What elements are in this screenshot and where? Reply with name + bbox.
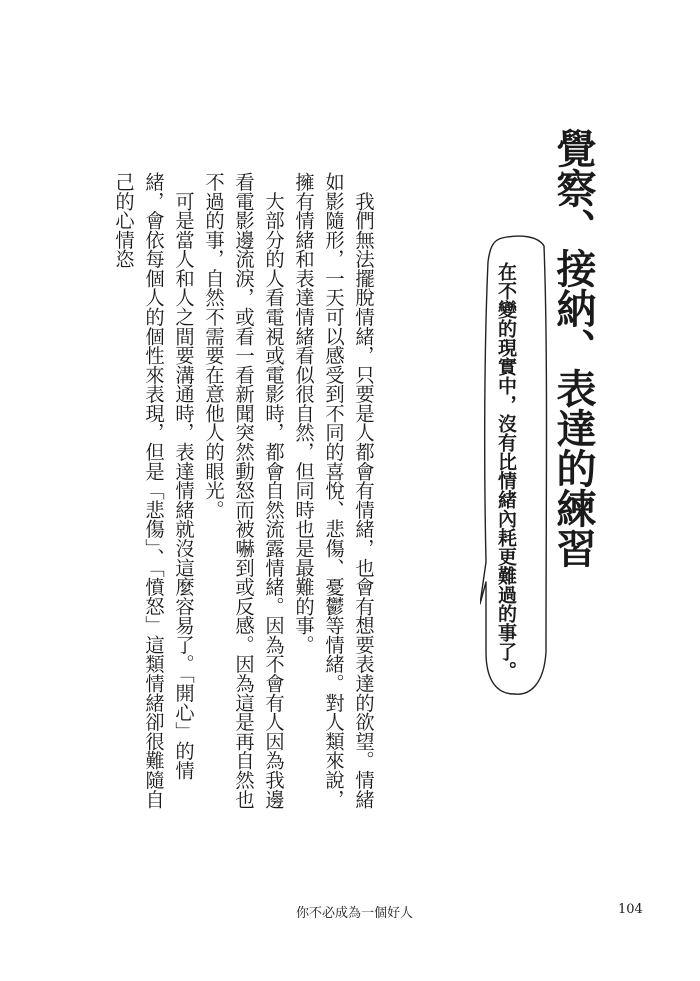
chapter-title: 覺察、接納、表達的練習 <box>550 128 597 568</box>
paragraph: 我們無法擺脫情緒，只要是人都會有情緒，也會有想要表達的欲望。情緒如影隨形，一天可以感受到不同的喜悅、悲傷、憂鬱等情緒。對人類來說，擁有情緒和表達情緒看似很自然，但同時也是最難的事。 <box>292 172 375 809</box>
paragraph: 可是當人和人之間要溝通時，表達情緒就沒這麼容易了。「開心」的情緒，會依每個人的個性來表現，但是「悲傷」、「憤怒」這類情緒卻很難隨自己的心情恣 <box>112 172 195 809</box>
bubble-text: 在不變的現實中，沒有比情緒內耗更難過的事了。 <box>495 262 517 680</box>
footer-book-title: 你不必成為一個好人 <box>296 906 414 921</box>
body-text <box>108 172 378 812</box>
paragraph: 大部分的人看電視或電影時，都會自然流露情緒。因為不會有人因為我邊看電影邊流淚，或看一看新聞突然動怒而被嚇到或反感。因為這是再自然也不過的事，自然不需要在意他人的眼光。 <box>202 172 285 809</box>
page-number: 104 <box>618 902 643 917</box>
